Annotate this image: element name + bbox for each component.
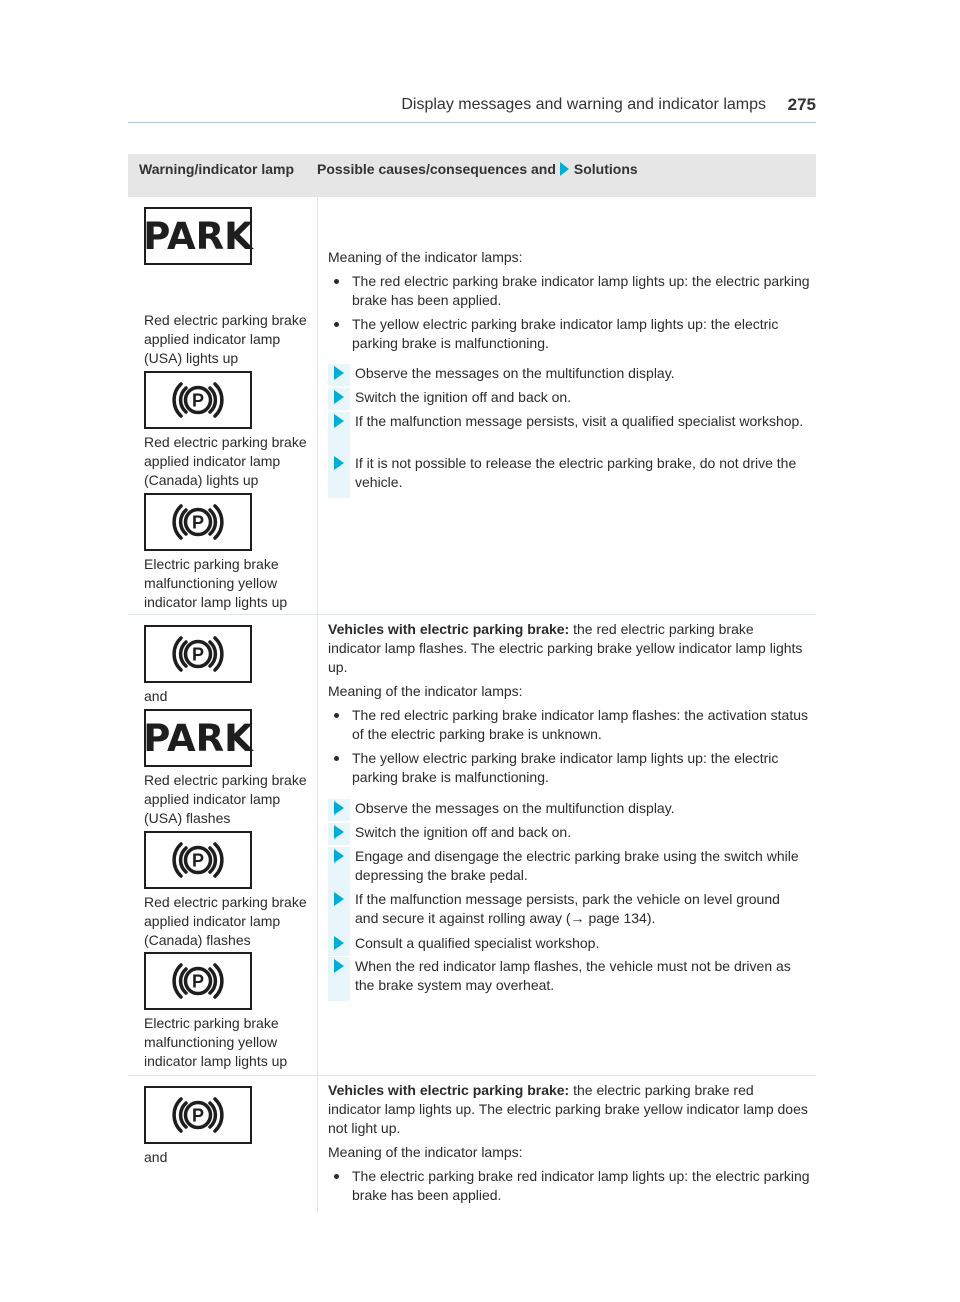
circle-p-graphic — [150, 956, 246, 1006]
svg-text:P: P — [191, 512, 205, 533]
table-row: P and Vehicles with electric parking brake: the electric parking brake red indicator lamp lights up. The electric parking brake yellow indicator lamp does not light up. Meaning of the indicator lamps: The electric parking brake red indicator lamp lights up: the electric parking brake has been applied. — [128, 1076, 816, 1212]
lamp-caption: Electric parking brake malfunctioning yellow indicator lamp lights up — [144, 556, 288, 610]
page-header — [128, 96, 816, 123]
circle-p-lamp-icon — [144, 952, 252, 1010]
col1-header: Warning/indicator lamp — [139, 161, 295, 177]
meaning-text: Meaning of the indicator lamps: — [328, 683, 523, 699]
park-lamp-icon: PARK — [144, 709, 252, 767]
intro-text: Vehicles with electric parking brake: the red electric parking brake indicator lamp flashes. The electric parking brake yellow indicator lamp lights up. — [328, 621, 803, 675]
col2-header — [317, 154, 816, 197]
circle-p-lamp-icon — [144, 371, 252, 429]
park-lamp-icon: PARK — [144, 207, 252, 265]
lamp-caption: Electric parking brake malfunctioning yellow indicator lamp lights up — [144, 1015, 288, 1069]
circle-p-graphic — [150, 375, 246, 425]
circle-p-lamp-icon — [144, 493, 252, 551]
warning-lamp-table — [128, 154, 816, 1212]
table-row: P and PARK Red electric parking brake applied indicator lamp (USA) flashes P Red electric parking brake applied indicator lamp (Canada) flashes P Electric parking brake malfunctioning yellow indicator lamp lights up Vehicles with electric parking brake: the red electric parking brake indicator lamp flashes. The electric parking brake yellow indicator lamp lights up. Meaning of the indicator lamps: The red electric parking brake indicator lamp flashes: the activation status of the electric parking brake is unknown. The yellow electric parking brake indicator lamp lights up: the electric parking brake is malfunctioning. Observe the messages on the multifunction display. Switch the ignition off and back on. Engage and disengage the electric parking brake using the switch while depressing the brake pedal. If the malfunction message persists, park the vehicle on level ground and secure it against rolling away (→ page 134). Consult a qualified specialist workshop. When the red indicator lamp flashes, the vehicle must not be driven as the brake system may overheat. — [128, 615, 816, 1076]
table-header — [128, 154, 816, 197]
intro-text: Vehicles with electric parking brake: the electric parking brake red indicator lamp lights up. The electric parking brake yellow indicator lamp does not light up. — [328, 1082, 808, 1136]
circle-p-graphic — [150, 1090, 246, 1140]
circle-p-graphic — [150, 835, 246, 885]
and-text: and — [144, 688, 168, 704]
meaning-text: Meaning of the indicator lamps: — [328, 249, 523, 265]
and-text: and — [144, 1149, 168, 1165]
header-title: Display messages and warning and indicator lamps — [401, 96, 766, 113]
table-row: PARK Red electric parking brake applied indicator lamp (USA) lights up P Red electric parking brake applied indicator lamp (Canada) lights up P Electric parking brake malfunctioning yellow indicator lamp lights up Meaning of the indicator lamps: The red electric parking brake indicator lamp lights up: the electric parking brake has been applied. The yellow electric parking brake indicator lamp lights up: the electric parking brake is malfunctioning. Observe the messages on the multifunction display. Switch the ignition off and back on. If the malfunction message persists, visit a qualified specialist workshop. If it is not possible to release the electric parking brake, do not drive the vehicle. — [128, 197, 816, 615]
circle-p-lamp-icon — [144, 831, 252, 889]
lamp-caption: Red electric parking brake applied indicator lamp (USA) lights up — [144, 312, 307, 366]
svg-text:P: P — [191, 1105, 205, 1126]
circle-p-lamp-icon — [144, 1086, 252, 1144]
lamp-caption: Red electric parking brake applied indicator lamp (USA) flashes — [144, 772, 307, 826]
svg-text:P: P — [191, 644, 205, 665]
circle-p-graphic — [150, 629, 246, 679]
lamp-caption: Red electric parking brake applied indicator lamp (Canada) lights up — [144, 434, 307, 488]
svg-text:P: P — [191, 390, 205, 411]
lamp-caption: Red electric parking brake applied indicator lamp (Canada) flashes — [144, 894, 307, 948]
circle-p-graphic — [150, 497, 246, 547]
svg-text:P: P — [191, 971, 205, 992]
page-number: 275 — [787, 95, 816, 114]
meaning-text: Meaning of the indicator lamps: — [328, 1144, 523, 1160]
circle-p-lamp-icon — [144, 625, 252, 683]
col2-header-prefix: Possible causes/consequences and — [317, 161, 556, 177]
play-arrow-icon — [560, 162, 569, 176]
svg-text:P: P — [191, 850, 205, 871]
col2-header-suffix: Solutions — [573, 161, 638, 177]
